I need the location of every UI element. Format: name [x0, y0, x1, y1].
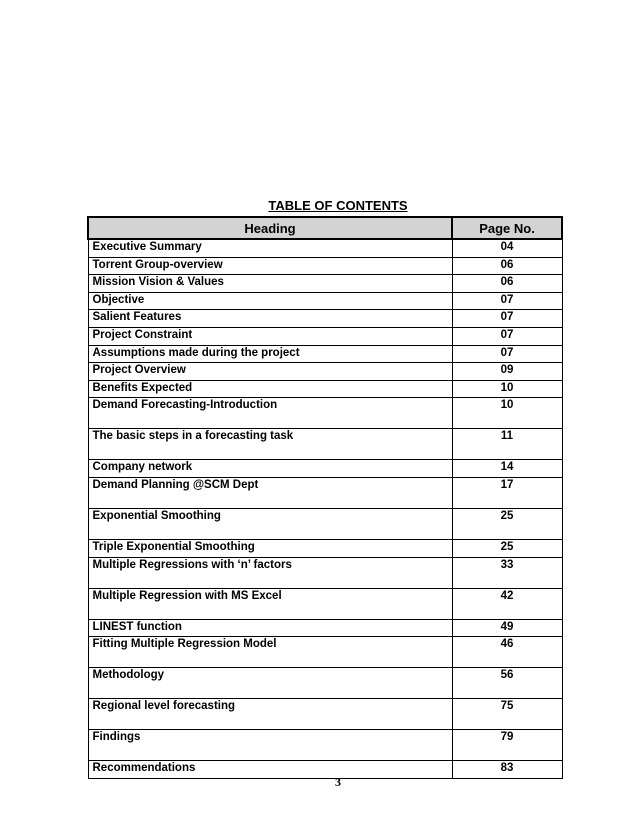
row-heading: Mission Vision & Values [88, 275, 452, 293]
table-row [88, 588, 562, 619]
row-page-number: 42 [452, 588, 562, 619]
table-row [88, 460, 562, 478]
row-heading: Project Overview [88, 363, 452, 381]
row-heading: Methodology [88, 668, 452, 699]
row-page-number: 83 [452, 761, 562, 779]
row-heading: Recommendations [88, 761, 452, 779]
row-page-number: 10 [452, 380, 562, 398]
row-heading: Demand Forecasting-Introduction [88, 398, 452, 429]
row-page-number: 56 [452, 668, 562, 699]
row-page-number: 17 [452, 477, 562, 508]
row-heading: Regional level forecasting [88, 699, 452, 730]
row-page-number: 06 [452, 275, 562, 293]
table-row [88, 380, 562, 398]
row-page-number: 49 [452, 619, 562, 637]
row-heading: Salient Features [88, 310, 452, 328]
row-page-number: 07 [452, 310, 562, 328]
table-row [88, 699, 562, 730]
table-row [88, 292, 562, 310]
row-heading: Multiple Regressions with ‘n’ factors [88, 557, 452, 588]
table-row [88, 508, 562, 539]
table-row [88, 363, 562, 381]
row-heading: Triple Exponential Smoothing [88, 539, 452, 557]
row-heading: Torrent Group-overview [88, 257, 452, 275]
row-heading: Objective [88, 292, 452, 310]
table-row [88, 557, 562, 588]
header-row [88, 217, 562, 239]
row-page-number: 10 [452, 398, 562, 429]
row-page-number: 46 [452, 637, 562, 668]
table-row [88, 429, 562, 460]
table-row [88, 637, 562, 668]
table-row [88, 619, 562, 637]
row-page-number: 07 [452, 327, 562, 345]
table-row [88, 275, 562, 293]
table-row [88, 257, 562, 275]
row-page-number: 25 [452, 508, 562, 539]
row-page-number: 11 [452, 429, 562, 460]
table-row [88, 327, 562, 345]
table-row [88, 730, 562, 761]
toc-table [87, 216, 563, 779]
heading-column-header: Heading [88, 217, 452, 239]
row-heading: Company network [88, 460, 452, 478]
row-page-number: 75 [452, 699, 562, 730]
table-row [88, 398, 562, 429]
row-heading: LINEST function [88, 619, 452, 637]
row-page-number: 07 [452, 292, 562, 310]
row-page-number: 33 [452, 557, 562, 588]
row-page-number: 04 [452, 239, 562, 257]
table-row [88, 477, 562, 508]
page-column-header: Page No. [452, 217, 562, 239]
row-heading: Assumptions made during the project [88, 345, 452, 363]
row-heading: Fitting Multiple Regression Model [88, 637, 452, 668]
row-heading: Project Constraint [88, 327, 452, 345]
row-page-number: 09 [452, 363, 562, 381]
row-heading: The basic steps in a forecasting task [88, 429, 452, 460]
row-heading: Benefits Expected [88, 380, 452, 398]
toc-body [88, 239, 562, 778]
page-number: 3 [335, 775, 341, 789]
row-heading: Executive Summary [88, 239, 452, 257]
row-page-number: 06 [452, 257, 562, 275]
row-heading: Multiple Regression with MS Excel [88, 588, 452, 619]
row-page-number: 25 [452, 539, 562, 557]
table-row [88, 539, 562, 557]
toc-title: TABLE OF CONTENTS [268, 198, 408, 213]
row-heading: Exponential Smoothing [88, 508, 452, 539]
table-row [88, 668, 562, 699]
table-row [88, 239, 562, 257]
row-page-number: 14 [452, 460, 562, 478]
table-row [88, 345, 562, 363]
table-row [88, 310, 562, 328]
row-heading: Findings [88, 730, 452, 761]
row-heading: Demand Planning @SCM Dept [88, 477, 452, 508]
row-page-number: 79 [452, 730, 562, 761]
row-page-number: 07 [452, 345, 562, 363]
